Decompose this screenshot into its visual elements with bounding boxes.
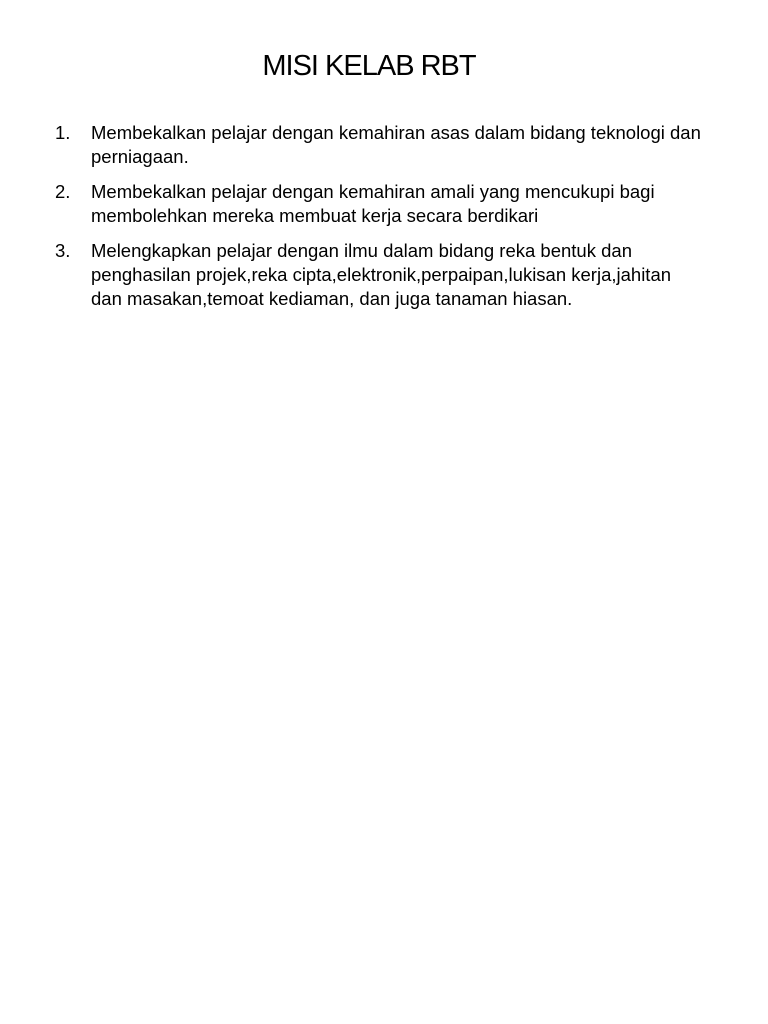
list-item (55, 121, 705, 169)
list-item (55, 180, 705, 228)
list-item-text: Melengkapkan pelajar dengan ilmu dalam bidang reka bentuk dan penghasilan projek,reka cipta,elektronik,perpaipan,lukisan kerja,jahitan dan masakan,temoat kediaman, dan juga tanaman hiasan. (91, 240, 672, 309)
mission-list (55, 121, 705, 322)
list-item-text: Membekalkan pelajar dengan kemahiran asas dalam bidang teknologi dan perniagaan. (91, 122, 701, 167)
page-title: MISI KELAB RBT (262, 50, 476, 82)
list-item-number: 3. (55, 240, 71, 261)
list-item-number: 1. (55, 122, 71, 143)
list-item-text: Membekalkan pelajar dengan kemahiran amali yang mencukupi bagi membolehkan mereka membuat kerja secara berdikari (91, 181, 655, 226)
list-item-number: 2. (55, 181, 71, 202)
list-item (55, 239, 705, 311)
